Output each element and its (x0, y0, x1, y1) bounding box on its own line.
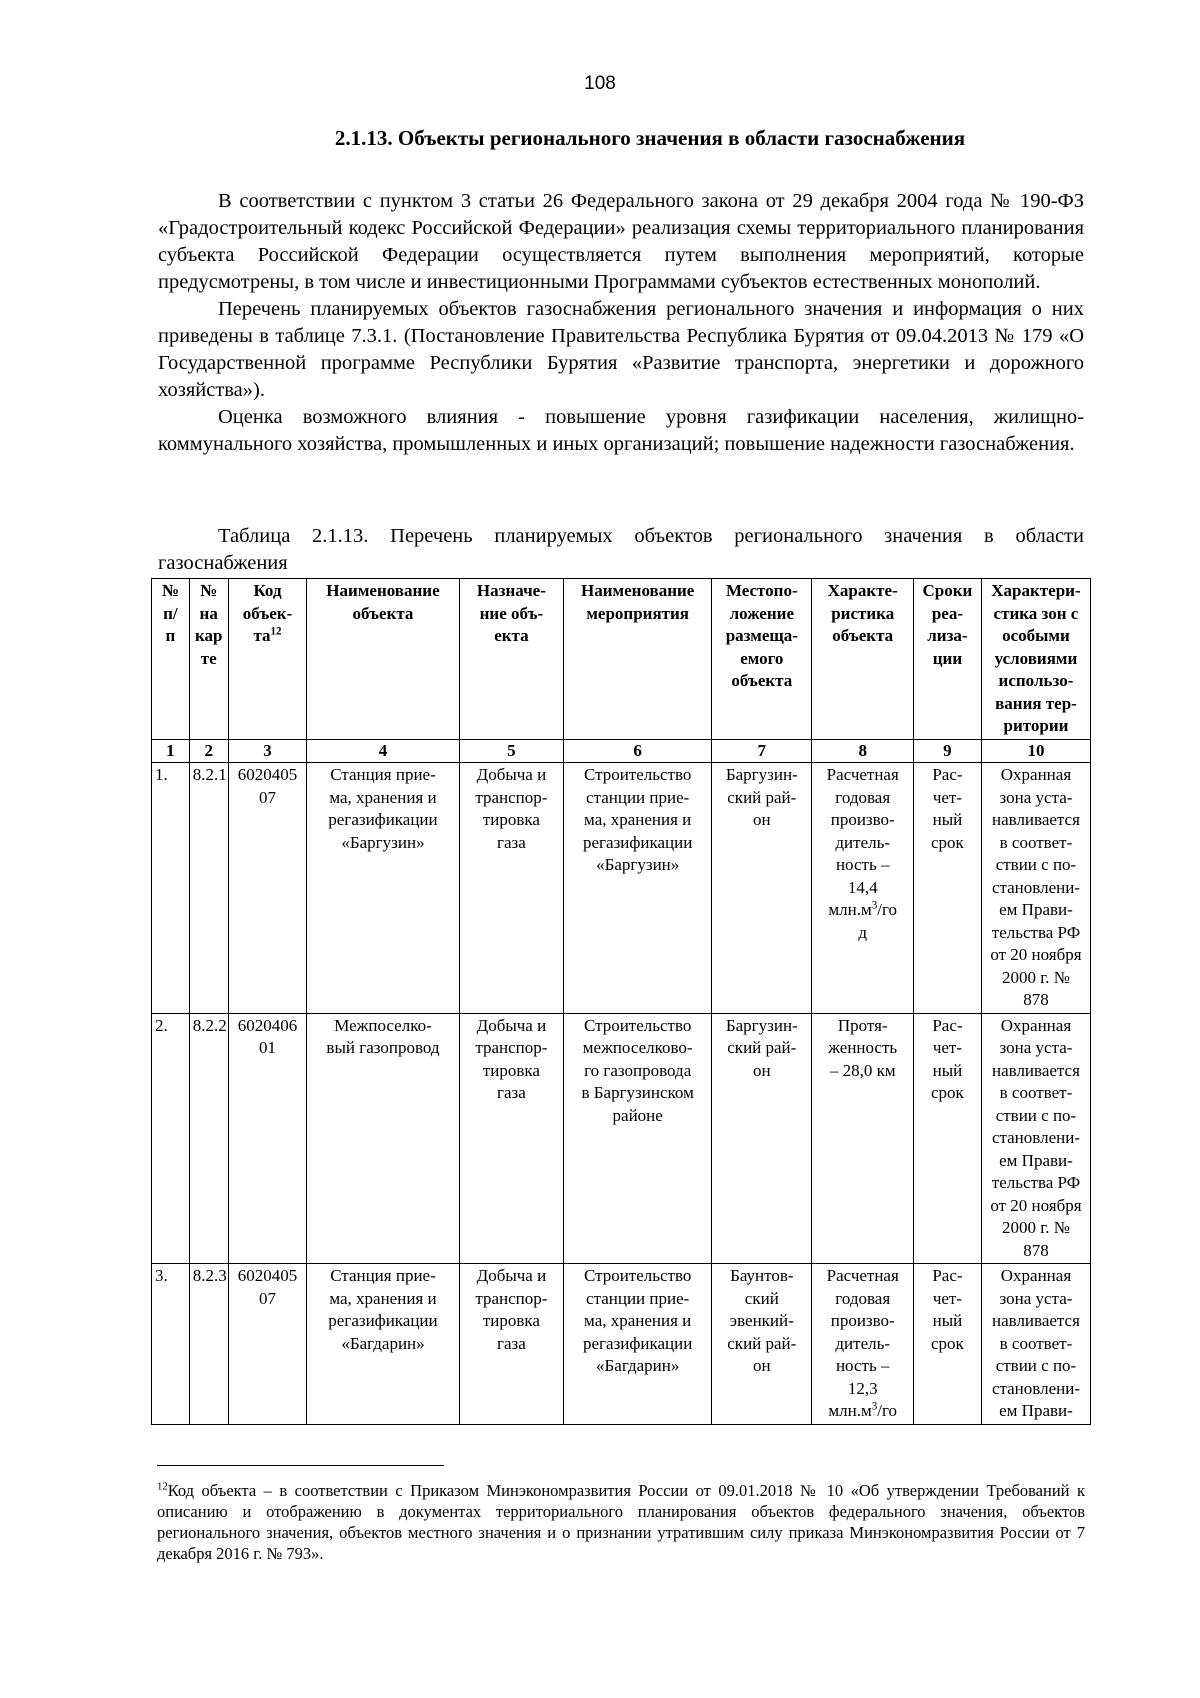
characteristic-sup: 3 (871, 899, 878, 912)
cell-code (228, 1264, 307, 1425)
cell-map-no (189, 1264, 228, 1425)
characteristic-pre: Расчетная годовая произво- дитель- ность – 12,3 млн.м (826, 1266, 899, 1420)
cell-location (712, 1013, 812, 1264)
characteristic-pre: Протя- женность – 28,0 км (828, 1015, 898, 1080)
column-header-label: № на кар те (194, 581, 223, 668)
cell-characteristic (812, 1264, 913, 1425)
column-number: 8 (812, 739, 913, 763)
cell-text: 6020405 07 (237, 1266, 298, 1308)
column-header-label: Сроки реа- лиза- ции (922, 581, 973, 668)
cell-text: Рас- чет- ный срок (931, 1015, 964, 1102)
cell-text: 3. (155, 1266, 168, 1285)
cell-text: Баунтов- ский эвенкий- ский рай- он (727, 1266, 797, 1375)
cell-text: Добыча и транспор- тировка газа (475, 1266, 548, 1353)
column-number: 9 (913, 739, 981, 763)
footnote-text: Код объекта – в соответствии с Приказом Минэкономразвития России от 09.01.2018 № 10 «Об утверждении Требований к описанию и отображению в документах территориального планирования объектов федерального значения, объектов регионального значения, объектов местного значения и о признании утратившим силу приказа Минэкономразвития России от 7 декабря 2016 г. № 793». (157, 1481, 1085, 1563)
column-header-2 (189, 579, 228, 740)
column-number: 6 (564, 739, 712, 763)
cell-text: 8.2.2 (192, 1015, 227, 1035)
column-header-9 (913, 579, 981, 740)
cell-text: Станция прие- ма, хранения и регазификации «Баргузин» (328, 765, 438, 852)
column-header-5 (459, 579, 564, 740)
column-header-1 (152, 579, 190, 740)
cell-text: Рас- чет- ный срок (931, 1266, 964, 1353)
column-header-label: Наименование мероприятия (581, 581, 695, 623)
footnote-ref: 12 (270, 625, 282, 638)
paragraph-1: В соответствии с пунктом 3 статьи 26 Федерального закона от 29 декабря 2004 года № 190-ФЗ «Градостроительный кодекс Российской Федерации» реализация схемы территориального планирования субъекта Российской Федерации осуществляется путем выполнения мероприятий, которые предусмотрены, в том числе и инвестиционными Программами субъектов естественных монополий. (158, 190, 1084, 293)
cell-characteristic (812, 763, 913, 1014)
cell-text: Строительство станции прие- ма, хранения и регазификации «Баргузин» (583, 765, 693, 874)
cell-purpose (459, 1013, 564, 1264)
cell-text: Охранная зона уста- навливается в соответ- ствии с по- становлени- ем Прави- тельства РФ от 20 ноября 2000 г. № 878 (990, 1015, 1082, 1260)
section-heading: 2.1.13. Объекты регионального значения в области газоснабжения (334, 126, 966, 150)
paragraph-3: Оценка возможного влияния - повышение уровня газификации населения, жилищно-коммунального хозяйства, промышленных и иных организаций; повышение надежности газоснабжения. (158, 406, 1084, 455)
body-text (158, 188, 1084, 458)
cell-text: Строительство межпоселково- го газопровода в Баргузинском районе (581, 1015, 694, 1125)
column-header-label: Назначе- ние объ- екта (476, 581, 546, 645)
column-header-4 (307, 579, 459, 740)
footnote-marker: 12 (157, 1480, 168, 1493)
column-number: 3 (228, 739, 307, 763)
column-header-label: № п/ п (161, 581, 179, 645)
column-number: 1 (152, 739, 190, 763)
header-row (152, 579, 1091, 740)
column-number: 5 (459, 739, 564, 763)
column-number: 4 (307, 739, 459, 763)
characteristic-post: /го д (858, 900, 898, 942)
footnote (157, 1480, 1085, 1564)
column-header-6 (564, 579, 712, 740)
column-header-8 (812, 579, 913, 740)
column-number: 2 (189, 739, 228, 763)
cell-text: Баргузин- ский рай- он (725, 765, 798, 829)
column-header-label: Характери- стика зон с особыми условиями использо- вания тер- ритории (991, 581, 1081, 735)
table-row (152, 1013, 1091, 1264)
cell-text: 6020406 01 (237, 1015, 298, 1057)
cell-code (228, 763, 307, 1014)
cell-term (913, 1013, 981, 1264)
cell-name (307, 1264, 459, 1425)
column-number-row (152, 739, 1091, 763)
column-header-label: Наименование объекта (326, 581, 440, 623)
cell-num (152, 1264, 190, 1425)
cell-text: 8.2.3 (192, 1266, 227, 1285)
paragraph-2: Перечень планируемых объектов газоснабжения регионального значения и информация о них приведены в таблице 7.3.1. (Постановление Правительства Республика Бурятия от 09.04.2013 № 179 «О Государственной программе Республики Бурятия «Развитие транспорта, энергетики и дорожного хозяйства»). (158, 298, 1084, 401)
footnote-rule (157, 1465, 444, 1466)
cell-text: Охранная зона уста- навливается в соответ- ствии с по- становлени- ем Прави- тельства РФ от 20 ноября 2000 г. № 878 (990, 765, 1082, 1009)
cell-name (307, 763, 459, 1014)
column-header-label: Характе- ристика объекта (827, 581, 898, 645)
cell-purpose (459, 763, 564, 1014)
cell-text: Добыча и транспор- тировка газа (475, 765, 548, 852)
table-caption: Таблица 2.1.13. Перечень планируемых объектов регионального значения в области газоснабжения (158, 525, 1084, 574)
cell-num (152, 1013, 190, 1264)
column-number: 7 (712, 739, 812, 763)
cell-text: 8.2.1 (192, 765, 227, 784)
cell-measure (564, 763, 712, 1014)
cell-text: Межпоселко- вый газопровод (326, 1015, 440, 1057)
cell-text: Баргузин- ский рай- он (725, 1015, 798, 1080)
cell-measure (564, 1013, 712, 1264)
cell-measure (564, 1264, 712, 1425)
characteristic-sup: 3 (871, 1400, 878, 1413)
characteristic-post: /го (877, 1401, 898, 1420)
cell-characteristic (812, 1013, 913, 1264)
cell-zones (981, 1264, 1090, 1425)
cell-purpose (459, 1264, 564, 1425)
cell-text: Охранная зона уста- навливается в соответ- ствии с по- становлени- ем Прави- (991, 1266, 1080, 1420)
cell-text: Рас- чет- ный срок (931, 765, 964, 852)
column-header-7 (712, 579, 812, 740)
objects-table (151, 578, 1091, 1425)
cell-zones (981, 1013, 1090, 1264)
characteristic-pre: Расчетная годовая произво- дитель- ность – 14,4 млн.м (826, 765, 899, 919)
table-row (152, 763, 1091, 1014)
column-number: 10 (981, 739, 1090, 763)
column-header-10 (981, 579, 1090, 740)
cell-text: 1. (155, 765, 168, 784)
cell-text: Станция прие- ма, хранения и регазификации «Багдарин» (328, 1266, 438, 1353)
page-number: 108 (584, 73, 616, 94)
cell-term (913, 763, 981, 1014)
cell-code (228, 1013, 307, 1264)
cell-term (913, 1264, 981, 1425)
cell-zones (981, 763, 1090, 1014)
cell-map-no (189, 763, 228, 1014)
table-body (152, 763, 1091, 1425)
table-row (152, 1264, 1091, 1425)
column-header-label: Местопо- ложение размеща- емого объекта (725, 581, 798, 690)
cell-text: 2. (155, 1015, 168, 1035)
cell-text: Добыча и транспор- тировка газа (475, 1015, 548, 1102)
column-header-label: Код объек- та (242, 581, 293, 645)
cell-text: 6020405 07 (237, 765, 298, 807)
cell-location (712, 1264, 812, 1425)
cell-map-no (189, 1013, 228, 1264)
cell-num (152, 763, 190, 1014)
cell-location (712, 763, 812, 1014)
cell-text: Строительство станции прие- ма, хранения и регазификации «Багдарин» (583, 1266, 693, 1375)
cell-name (307, 1013, 459, 1264)
column-header-3 (228, 579, 307, 740)
